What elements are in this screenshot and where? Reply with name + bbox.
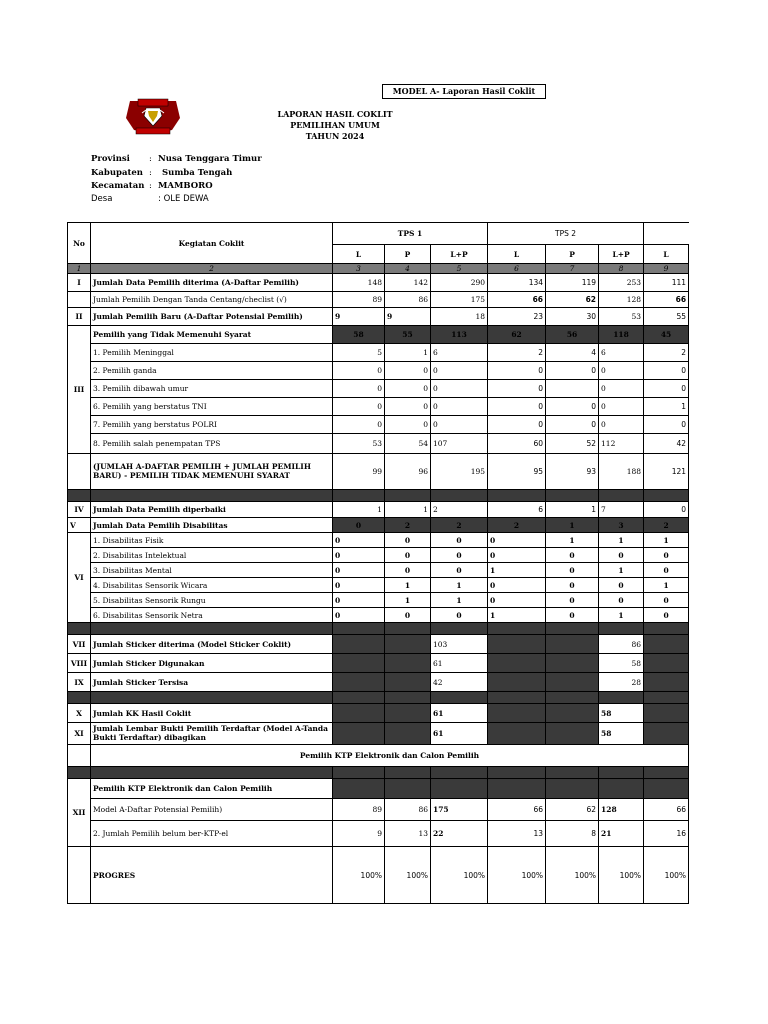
table-row: XII Pemilih KTP Elektronik dan Calon Pemilih <box>68 779 689 799</box>
table-row: 2. Disabilitas Intelektual 0 0 0 0 0 0 0 <box>68 548 689 563</box>
table-row: 3. Disabilitas Mental 0 0 0 1 0 1 0 <box>68 563 689 578</box>
table-row: II Jumlah Pemilih Baru (A-Daftar Potensial Pemilih) 9 9 18 23 30 53 55 <box>68 308 689 326</box>
info-kecamatan: Kecamatan : MAMBORO <box>91 181 213 191</box>
report-title <box>230 109 440 142</box>
table-row: 2. Pemilih ganda 0 0 0 0 0 0 0 <box>68 362 689 380</box>
header-tps2: TPS 2 <box>488 223 644 245</box>
colnum: 8 <box>599 264 644 274</box>
separator-row <box>68 767 689 779</box>
colnum: 1 <box>68 264 91 274</box>
table-row: IX Jumlah Sticker Tersisa 42 28 <box>68 673 689 692</box>
title-line-3: TAHUN 2024 <box>305 131 365 141</box>
table-row: VIII Jumlah Sticker Digunakan 61 58 <box>68 654 689 673</box>
table-row: IV Jumlah Data Pemilih diperbaiki 1 1 2 6 1 7 0 <box>68 502 689 518</box>
table-row: V Jumlah Data Pemilih Disabilitas 0 2 2 2 1 3 2 <box>68 518 689 533</box>
table-row: 4. Disabilitas Sensorik Wicara 0 1 1 0 0 0 1 <box>68 578 689 593</box>
table-row: 8. Pemilih salah penempatan TPS 53 54 107 60 52 112 42 <box>68 434 689 454</box>
sub-l: L <box>488 245 546 264</box>
table-row: Model A-Daftar Potensial Pemilih) 89 86 175 66 62 128 66 <box>68 799 689 821</box>
colnum: 6 <box>488 264 546 274</box>
table-row: III Pemilih yang Tidak Memenuhi Syarat 58 55 113 62 56 118 45 <box>68 326 689 344</box>
colnum: 4 <box>385 264 431 274</box>
header-tps1: TPS 1 <box>333 223 488 245</box>
sub-p: P <box>546 245 599 264</box>
title-line-1: LAPORAN HASIL COKLIT <box>277 109 393 119</box>
sub-lp: L+P <box>599 245 644 264</box>
info-desa: Desa : OLE DEWA <box>91 194 209 204</box>
table-row: PROGRES 100% 100% 100% 100% 100% 100% 100% <box>68 847 689 904</box>
progres-label: PROGRES <box>91 847 333 904</box>
kpu-logo <box>124 98 182 136</box>
ktp-section-header: Pemilih KTP Elektronik dan Calon Pemilih <box>91 745 689 767</box>
colnum: 5 <box>431 264 488 274</box>
colnum: 9 <box>644 264 689 274</box>
table-row: 1. Pemilih Meninggal 5 1 6 2 4 6 2 <box>68 344 689 362</box>
info-kabupaten: Kabupaten :Sumba Tengah <box>91 168 233 178</box>
table-row: 6. Pemilih yang berstatus TNI 0 0 0 0 0 0 1 <box>68 398 689 416</box>
table-row: 6. Disabilitas Sensorik Netra 0 0 0 1 0 1 0 <box>68 608 689 623</box>
table-row: 2. Jumlah Pemilih belum ber-KTP-el 9 13 22 13 8 21 16 <box>68 821 689 847</box>
table-row <box>68 745 689 767</box>
table-row: 7. Pemilih yang berstatus POLRI 0 0 0 0 0 0 0 <box>68 416 689 434</box>
table-row: XI Jumlah Lembar Bukti Pemilih Terdaftar (Model A-Tanda Bukti Terdaftar) dibagikan 61 58 <box>68 723 689 745</box>
table-row: I Jumlah Data Pemilih diterima (A-Daftar Pemilih) 148 142 290 134 119 253 111 <box>68 274 689 292</box>
info-provinsi: Provinsi : Nusa Tenggara Timur <box>91 154 262 164</box>
separator-row <box>68 490 689 502</box>
table-row: 3. Pemilih dibawah umur 0 0 0 0 0 0 <box>68 380 689 398</box>
colnum: 7 <box>546 264 599 274</box>
model-label: MODEL A- Laporan Hasil Coklit <box>382 84 546 99</box>
colnum: 2 <box>91 264 333 274</box>
sub-l: L <box>333 245 385 264</box>
table-row: Jumlah Pemilih Dengan Tanda Centang/checlist (√) 89 86 175 66 62 128 66 <box>68 292 689 308</box>
sub-l: L <box>644 245 689 264</box>
table-row: (JUMLAH A-DAFTAR PEMILIH + JUMLAH PEMILIH BARU) - PEMILIH TIDAK MEMENUHI SYARAT 99 96 195 95 93 188 121 <box>68 454 689 490</box>
sub-lp: L+P <box>431 245 488 264</box>
table-row: 5. Disabilitas Sensorik Rungu 0 1 1 0 0 0 0 <box>68 593 689 608</box>
coklit-table <box>67 222 689 904</box>
header-kegiatan: Kegiatan Coklit <box>91 223 333 264</box>
header-no: No <box>68 223 91 264</box>
colnum: 3 <box>333 264 385 274</box>
table-row: VI 1. Disabilitas Fisik 0 0 0 0 1 1 1 <box>68 533 689 548</box>
sub-p: P <box>385 245 431 264</box>
title-line-2: PEMILIHAN UMUM <box>290 120 380 130</box>
table-row: X Jumlah KK Hasil Coklit 61 58 <box>68 704 689 723</box>
separator-row <box>68 692 689 704</box>
separator-row <box>68 623 689 635</box>
table-row: VII Jumlah Sticker diterima (Model Sticker Coklit) 103 86 <box>68 635 689 654</box>
